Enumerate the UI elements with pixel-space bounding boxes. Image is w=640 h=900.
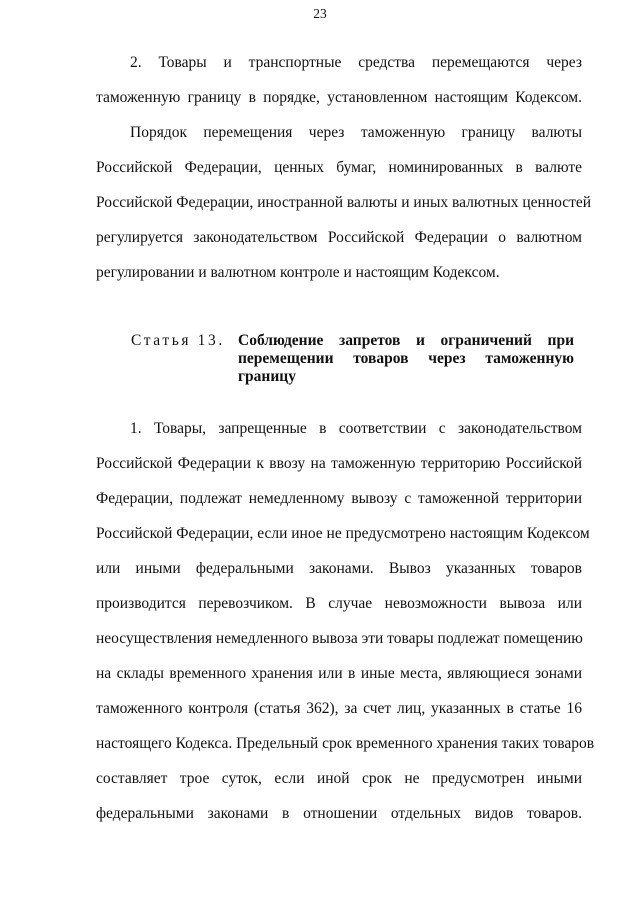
article-title-line: границу <box>238 368 296 385</box>
paragraph-line: регулировании и валютном контроле и настоящим Кодексом. <box>96 264 500 281</box>
article-label: Статья 13. <box>131 332 225 349</box>
article-body-line: Российской Федерации, если иное не предусмотрено настоящим Кодексом <box>96 525 590 542</box>
article-body-line: Российской Федерации к ввозу на таможенную территорию Российской <box>96 455 582 472</box>
article-body-line: производится перевозчиком. В случае невозможности вывоза или <box>96 595 582 612</box>
paragraph-line: Российской Федерации, иностранной валюты и иных валютных ценностей <box>96 194 592 211</box>
article-body-line: Федерации, подлежат немедленному вывозу с таможенной территории <box>96 490 582 507</box>
article-body-line: или иными федеральными законами. Вывоз указанных товаров <box>96 560 582 577</box>
paragraph-line: таможенную границу в порядке, установленном настоящим Кодексом. <box>96 89 582 106</box>
article-body-line: 1. Товары, запрещенные в соответствии с законодательством <box>130 420 582 437</box>
article-body-line: составляет трое суток, если иной срок не предусмотрен иными <box>96 770 582 787</box>
paragraph-line: регулируется законодательством Российской Федерации о валютном <box>96 229 582 246</box>
paragraph-line: Порядок перемещения через таможенную границу валюты <box>130 124 582 141</box>
page-number: 23 <box>313 6 327 21</box>
article-title-line: Соблюдение запретов и ограничений при <box>238 332 574 349</box>
paragraph-line: 2. Товары и транспортные средства перемещаются через <box>130 54 582 71</box>
article-body-line: федеральными законами в отношении отдельных видов товаров. <box>96 805 582 822</box>
article-title-line: перемещении товаров через таможенную <box>238 350 574 367</box>
paragraph-line: Российской Федерации, ценных бумаг, номинированных в валюте <box>96 159 582 176</box>
article-body-line: настоящего Кодекса. Предельный срок временного хранения таких товаров <box>96 735 595 752</box>
article-body-line: неосуществления немедленного вывоза эти товары подлежат помещению <box>96 630 583 647</box>
article-body-line: на склады временного хранения или в иные места, являющиеся зонами <box>96 665 582 682</box>
article-body-line: таможенного контроля (статья 362), за счет лиц, указанных в статье 16 <box>96 700 582 717</box>
